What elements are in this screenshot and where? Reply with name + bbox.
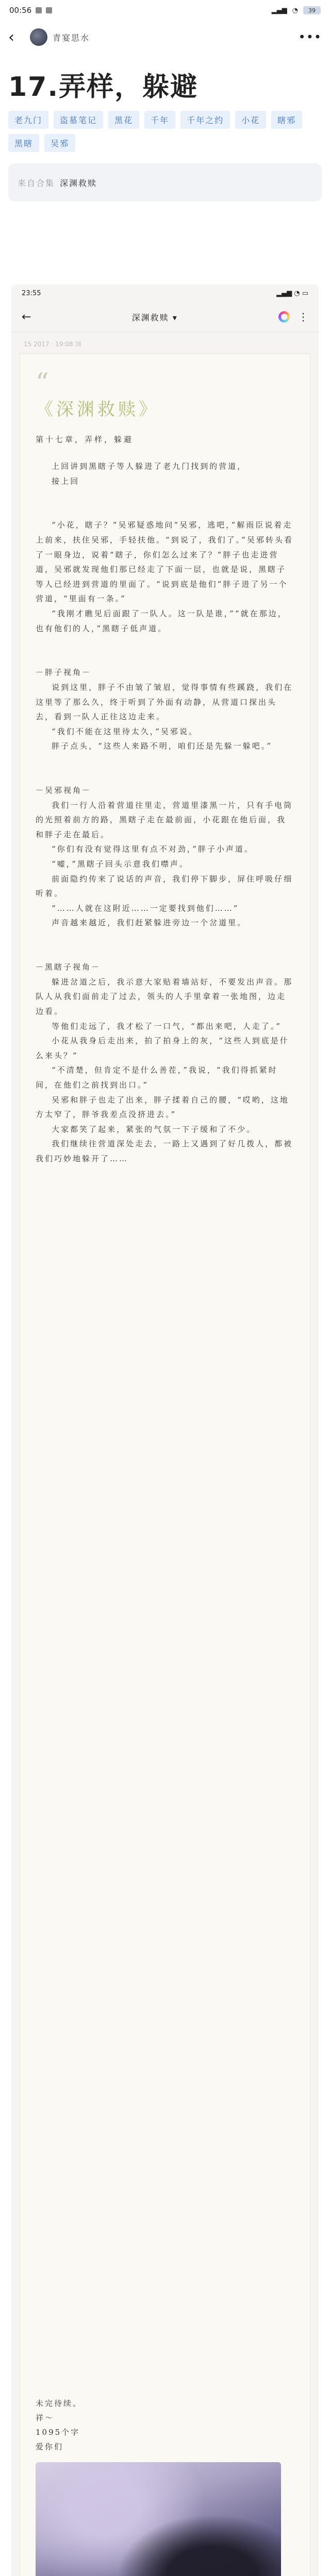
story-paper	[20, 353, 310, 2576]
tag-item[interactable]: 千年之约	[180, 111, 230, 129]
tag-item[interactable]: 小花	[235, 111, 266, 129]
wifi-icon: ◔	[292, 6, 298, 14]
quote-mark-icon: “	[36, 367, 49, 397]
avatar[interactable]	[30, 28, 47, 46]
message-icon	[46, 7, 52, 13]
collection-card[interactable]	[8, 163, 322, 201]
embedded-app-bar	[11, 302, 319, 332]
chapter-heading: 第十七章，弄样，躲避	[36, 435, 134, 444]
battery-icon: 39	[303, 6, 321, 14]
status-left	[9, 6, 52, 15]
tag-item[interactable]: 老九门	[8, 111, 48, 129]
embedded-screenshot	[11, 284, 319, 2576]
story-signoff: 未完待续。 祥～ 1095个字 爱你们	[36, 2399, 82, 2451]
collection-label: 来自合集	[18, 178, 55, 188]
embedded-status-icons: ▂▄▆ ◔ ▭	[276, 289, 308, 297]
story-title: 《深渊救赎》	[36, 399, 159, 420]
status-bar	[0, 0, 330, 21]
collection-name: 深渊救赎	[60, 178, 97, 188]
notification-icon	[36, 7, 42, 13]
app-bar	[0, 21, 330, 54]
illustration-image	[36, 2462, 281, 2576]
embedded-back-icon: ←	[22, 310, 31, 324]
back-icon[interactable]: ‹	[8, 28, 14, 46]
embedded-more-icon: ⋮	[298, 311, 308, 323]
tag-list	[0, 111, 330, 152]
embedded-nav-title: 深渊救赎 ▾	[131, 312, 178, 323]
tag-item[interactable]: 瞎邪	[271, 111, 302, 129]
embedded-meta: 15 2017 · 19:08 浏	[24, 341, 81, 348]
tag-item[interactable]: 吴邪	[44, 134, 75, 152]
story-content: 上回讲到黑瞎子等人躲进了老九门找到的营道， 接上回 “小花，瞎子？”吴邪疑惑地问“吴邪，逃吧，”解雨臣说着走上前来，扶住吴邪，手轻扶他。“到说了，我们了。”吴邪转头看了一眼身边，说着“瞎子，你们怎么过来了？”胖子也走进营道，吴邪就发现他们那已经走了下面一层，也就是说，黑瞎子等人已经进到营道的里面了。“说到底是他们”胖子进了另一个营道，“里面有一条。” “我刚才瞧见后面跟了一队人。这一队是谁，”“就在那边，也有他们的人，”黑瞎子低声道。 －胖子视角－ 说到这里，胖子不由皱了皱眉，觉得事情有些蹊跷，我们在这里等了那么久，终于听到了外面有动静，从营道口探出头去，看到一队人正往这边走来。 “我们不能在这里待太久，”吴邪说。 胖子点头，“这些人来路不明，咱们还是先躲一躲吧。” －吴邪视角－ 我们一行人沿着营道往里走，营道里漆黑一片，只有手电筒的光照着前方的路，黑瞎子走在最前面，小花跟在他后面，我和胖子走在最后。 “你们有没有觉得这里有点不对劲，”胖子小声道。 “嘘，”黑瞎子回头示意我们噤声。 前面隐约传来了说话的声音，我们停下脚步，屏住呼吸仔细听着。 “……人就在这附近……一定要找到他们……” 声音越来越近，我们赶紧躲进旁边一个岔道里。 －黑瞎子视角－ 躲进岔道之后，我示意大家贴着墙站好，不要发出声音。那队人从我们面前走了过去，领头的人手里拿着一张地图，边走边看。 等他们走远了，我才松了一口气，“都出来吧，人走了。” 小花从我身后走出来，拍了拍身上的灰，“这些人到底是什么来头？” “不清楚，但肯定不是什么善茬，”我说，“我们得抓紧时间，在他们之前找到出口。” 吴邪和胖子也走了出来，胖子揉着自己的腰，“哎哟，这地方太窄了，胖爷我差点没挤进去。” 大家都笑了起来，紧张的气氛一下子缓和了不少。 我们继续往营道深处走去，一路上又遇到了好几拨人，都被我们巧妙地躲开了……	[36, 462, 293, 1163]
status-time: 00:56	[9, 6, 32, 15]
status-right	[272, 6, 321, 14]
author-name[interactable]: 青宴思水	[53, 32, 90, 43]
embedded-status-bar	[11, 284, 319, 302]
tag-item[interactable]: 千年	[144, 111, 175, 129]
tag-item[interactable]: 盗墓笔记	[54, 111, 103, 129]
post-title: 17.弄样，躲避	[8, 72, 199, 103]
embedded-status-time: 23:55	[22, 289, 41, 297]
tag-item[interactable]: 黑花	[108, 111, 139, 129]
more-icon[interactable]: •••	[298, 30, 322, 44]
tag-item[interactable]: 黑瞎	[8, 134, 39, 152]
signal-icon: ▂▄▆	[271, 6, 287, 14]
color-ring-icon	[278, 311, 290, 323]
embedded-nav-icons	[278, 311, 308, 323]
